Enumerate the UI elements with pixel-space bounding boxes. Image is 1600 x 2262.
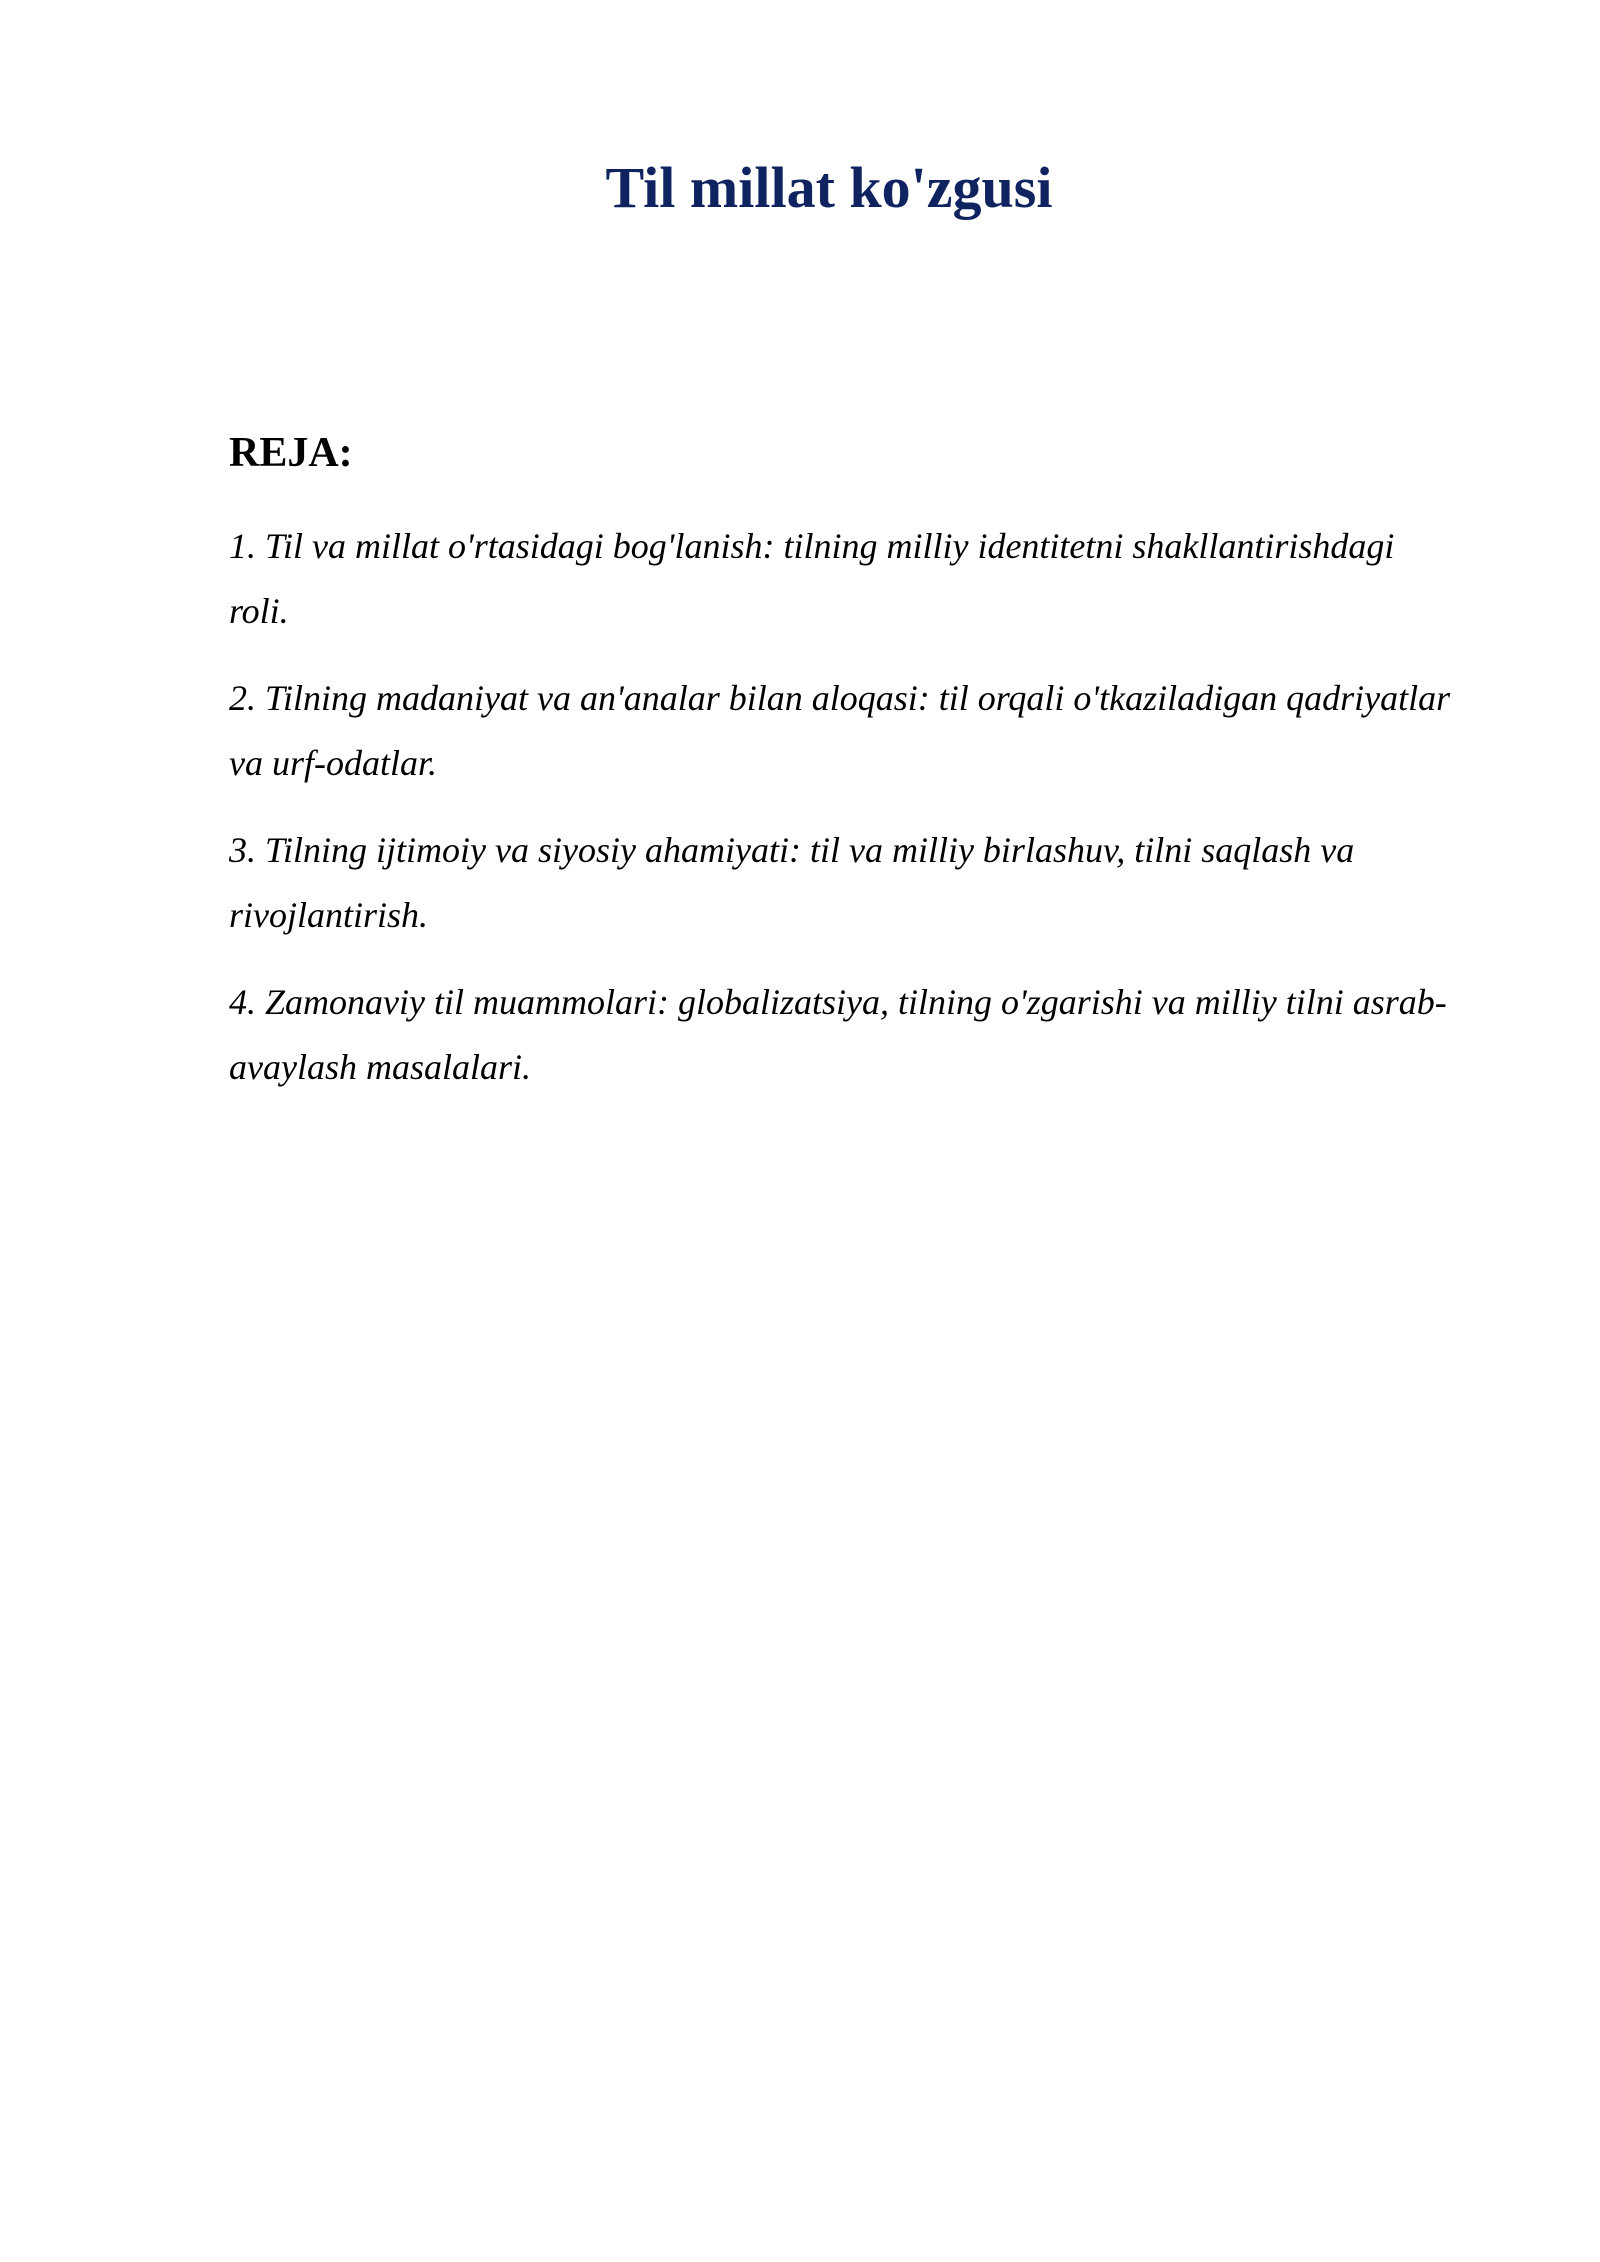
plan-list [229,514,1459,1122]
plan-item-2: 2. Tilning madaniyat va an'analar bilan aloqasi: til orqali o'tkaziladigan qadriyatlar va urf-odatlar. [229,678,1451,783]
plan-item-4: 4. Zamonaviy til muammolari: globalizatsiya, tilning o'zgarishi va milliy tilni asrab-avaylash masalalari. [229,982,1447,1087]
plan-heading: REJA: [229,430,353,476]
plan-item-3: 3. Tilning ijtimoiy va siyosiy ahamiyati: til va milliy birlashuv, tilni saqlash va rivojlantirish. [229,830,1355,935]
page-title: Til millat ko'zgusi [605,155,1053,220]
plan-item-1: 1. Til va millat o'rtasidagi bog'lanish: tilning milliy identitetni shakllantirishdagi roli. [229,526,1395,631]
